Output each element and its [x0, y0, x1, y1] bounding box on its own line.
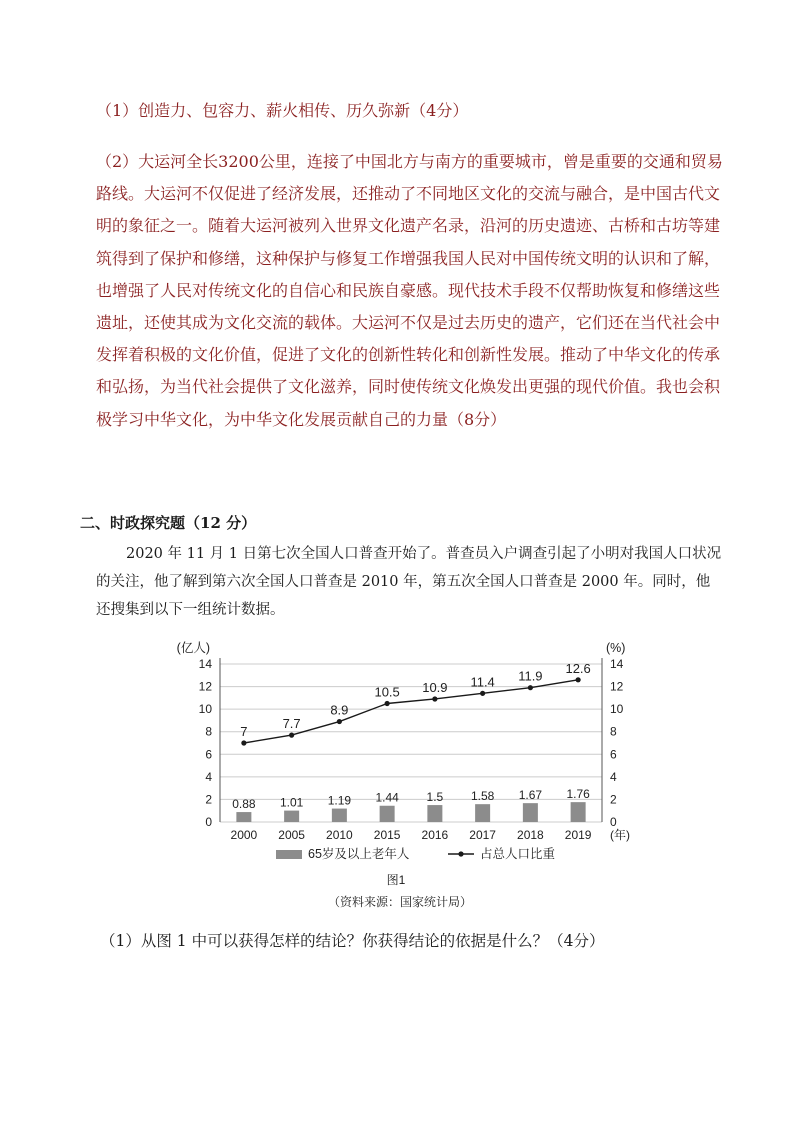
figure-label: 图1	[386, 873, 406, 887]
line-label-2019: 12.6	[565, 660, 591, 676]
x-tick-2000: 2000	[230, 828, 258, 842]
answer-1: （1）创造力、包容力、薪火相传、历久弥新（4分）	[96, 101, 469, 120]
y-tick-right: 6	[610, 747, 617, 762]
x-tick-2015: 2015	[373, 828, 401, 842]
x-tick-2018: 2018	[517, 828, 544, 842]
bar-label-2010: 1.19	[327, 793, 352, 808]
x-tick-2019: 2019	[564, 828, 592, 842]
y-tick-right: 12	[610, 679, 624, 694]
legend-bar-label: 65岁及以上老年人	[308, 847, 410, 861]
bar-label-2019: 1.76	[566, 787, 590, 802]
legend-bar-swatch	[276, 850, 302, 859]
y-tick-left: 4	[205, 769, 212, 784]
line-label-2016: 10.9	[422, 679, 448, 695]
line-label-2018: 11.9	[518, 668, 543, 684]
x-tick-2017: 2017	[469, 828, 496, 842]
y-tick-left: 10	[198, 702, 212, 717]
line-point-2018	[528, 685, 533, 690]
bar-label-2015: 1.44	[375, 790, 399, 805]
line-point-2015	[385, 701, 390, 706]
bar-label-2005: 1.01	[279, 795, 304, 810]
y-tick-right: 8	[610, 724, 617, 739]
y-tick-right: 14	[610, 657, 624, 671]
section-intro: 2020 年 11 月 1 日第七次全国人口普查开始了。普查员入户调查引起了小明对我国人口状况的关注，他了解到第六次全国人口普查是 2010 年，第五次全国人口普查是 2000 年。同时，他还搜集到以下一组统计数据。	[96, 546, 722, 618]
line-label-2015: 10.5	[374, 684, 400, 700]
line-label-2010: 8.9	[330, 702, 349, 718]
line-point-2016	[432, 696, 437, 701]
line-point-2019	[576, 677, 581, 682]
y-tick-left: 14	[198, 657, 212, 671]
bar-2016	[427, 805, 442, 822]
x-tick-2010: 2010	[326, 828, 353, 842]
legend-line-label: 占总人口比重	[480, 847, 556, 861]
bar-label-2018: 1.67	[518, 788, 543, 803]
bar-label-2017: 1.58	[470, 789, 495, 804]
y-tick-left: 12	[198, 679, 212, 694]
left-axis-unit: (亿人)	[176, 641, 210, 655]
line-series	[241, 677, 580, 745]
right-axis-unit: (%)	[606, 641, 626, 655]
y-tick-left: 0	[205, 815, 212, 829]
bar-2005	[284, 811, 299, 822]
x-axis-unit: (年)	[610, 828, 630, 842]
y-tick-left: 2	[205, 792, 212, 807]
figure-source: （资料来源：国家统计局）	[327, 895, 473, 909]
line-percent	[244, 680, 578, 743]
line-point-2000	[241, 740, 246, 745]
question-1: （1）从图 1 中可以获得怎样的结论？你获得结论的依据是什么？（4分）	[100, 932, 605, 950]
line-label-2005: 7.7	[282, 716, 301, 732]
bar-2015	[380, 806, 395, 822]
bar-2017	[475, 804, 490, 822]
section-title: 二、时政探究题（12 分）	[80, 514, 257, 532]
line-point-2017	[480, 691, 485, 696]
line-label-2000: 7	[240, 724, 248, 739]
answer-2: （2）大运河全长3200公里，连接了中国北方与南方的重要城市，曾是重要的交通和贸易路线。大运河不仅促进了经济发展，还推动了不同地区文化的交流与融合，是中国古代文明的象征之一。随着大运河被列入世界文化遗产名录，沿河的历史遗迹、古桥和古坊等建筑得到了保护和修缮，这种保护与修复工作增强我国人民对中国传统文明的认识和了解，也增强了人民对传统文化的自信心和民族自豪感。现代技术手段不仅帮助恢复和修缮这些遗址，还使其成为文化交流的载体。大运河不仅是过去历史的遗产，它们还在当代社会中发挥着积极的文化价值，促进了文化的创新性转化和创新性发展。推动了中华文化的传承和弘扬，为当代社会提供了文化滋养，同时使传统文化焕发出更强的现代价值。我也会积极学习中华文化，为中华文化发展贡献自己的力量（8分）	[96, 152, 723, 429]
bar-label-2016: 1.5	[426, 790, 444, 805]
bar-2018	[523, 803, 538, 822]
x-tick-2005: 2005	[278, 828, 305, 842]
line-label-2017: 11.4	[470, 674, 495, 690]
line-point-2010	[337, 719, 342, 724]
x-tick-2016: 2016	[421, 828, 449, 842]
y-tick-left: 6	[205, 747, 212, 762]
y-tick-right: 10	[610, 702, 624, 717]
chart-text	[177, 641, 630, 861]
bar-2019	[571, 802, 586, 822]
y-tick-right: 4	[610, 769, 617, 784]
bar-2000	[236, 812, 251, 822]
bar-label-2000: 0.88	[232, 797, 256, 812]
y-tick-left: 8	[205, 724, 212, 739]
legend-line-marker	[458, 851, 463, 856]
y-tick-right: 0	[610, 815, 617, 829]
bar-2010	[332, 809, 347, 822]
y-tick-right: 2	[610, 792, 617, 807]
population-chart	[170, 638, 650, 868]
grid-lines	[220, 658, 602, 822]
line-point-2005	[289, 733, 294, 738]
